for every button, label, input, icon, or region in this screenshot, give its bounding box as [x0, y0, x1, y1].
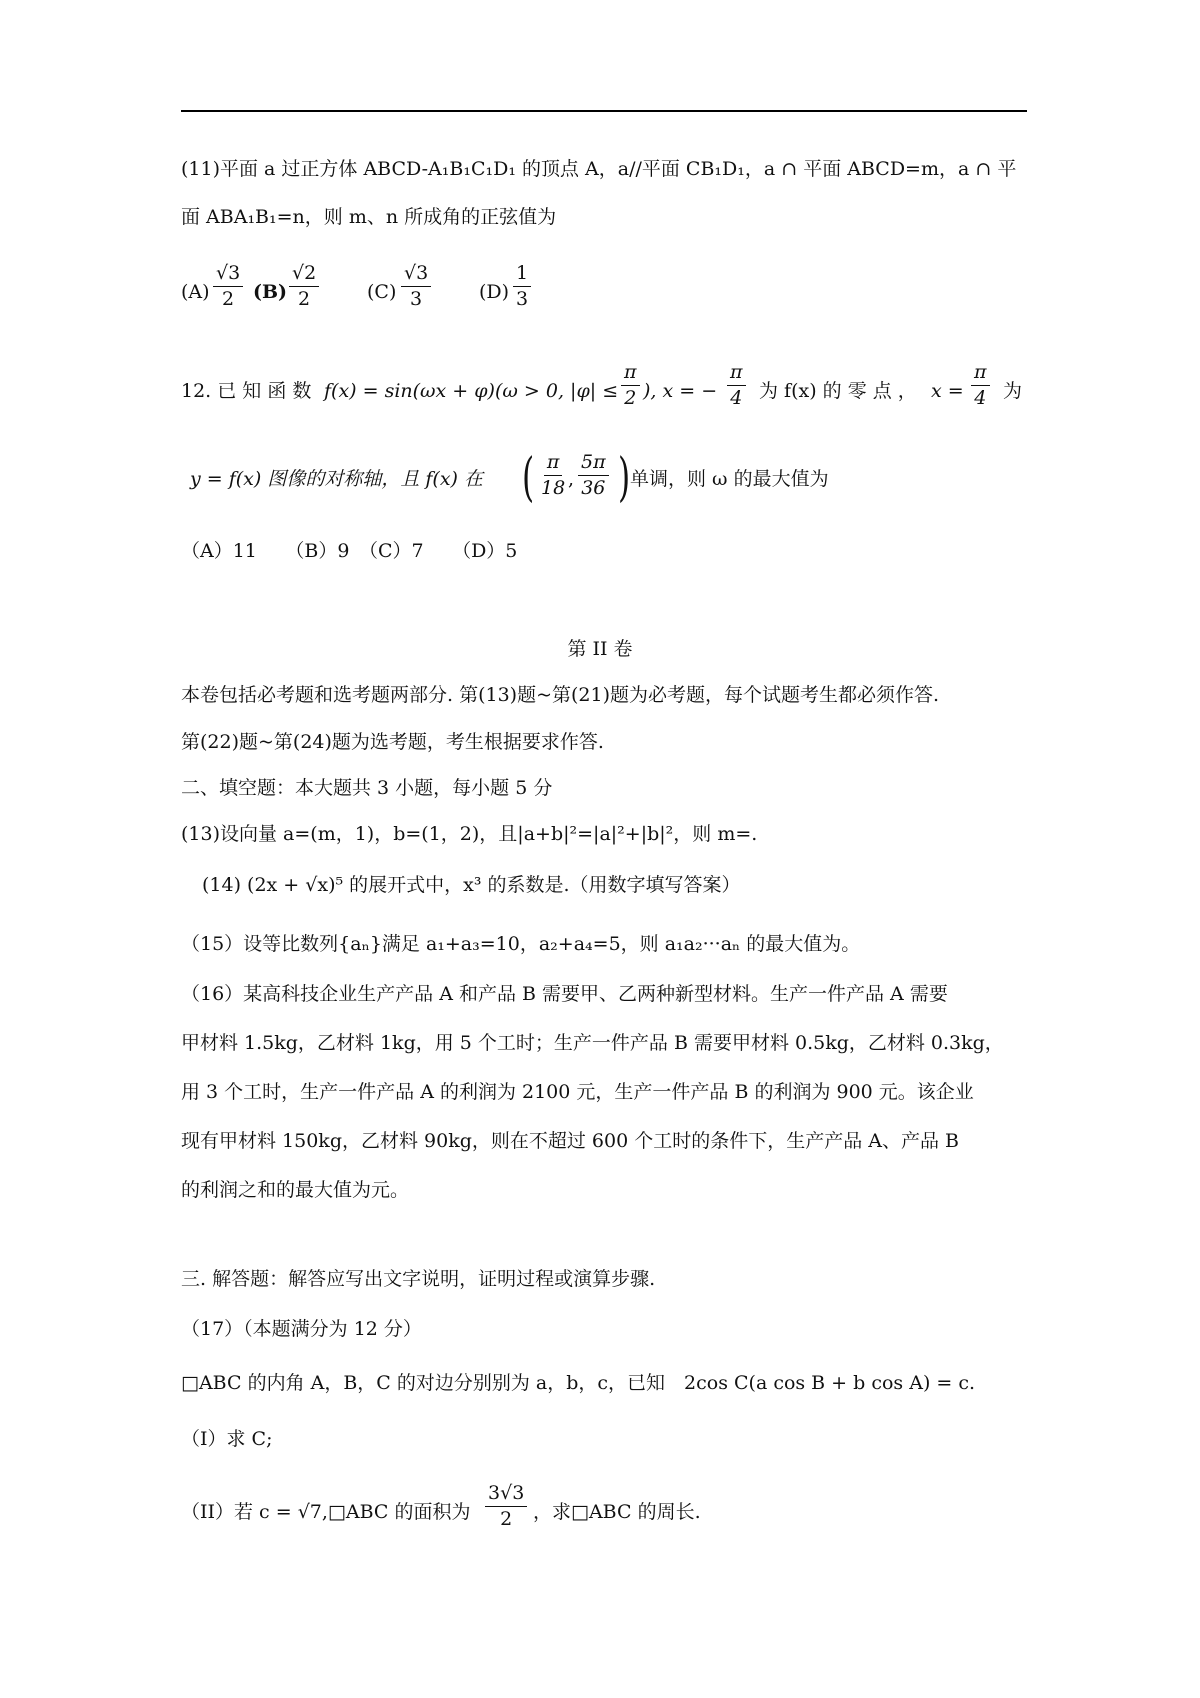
q11-option-b-label: (B) — [253, 281, 288, 303]
q14: (14) (2x + √x)⁵ 的展开式中，x³ 的系数是.（用数字填写答案） — [202, 874, 741, 896]
q11-option-b-frac — [289, 263, 319, 310]
q12-den-4-a: 4 — [730, 386, 743, 409]
q16-line1: （16）某高科技企业生产产品 A 和产品 B 需要甲、乙两种新型材料。生产一件产品 A 需要 — [181, 983, 948, 1005]
q12-wei: 为 — [1003, 380, 1023, 402]
q11-option-d-frac — [513, 263, 531, 310]
section2-intro1: 本卷包括必考题和选考题两部分. 第(13)题~第(21)题为必考题，每个试题考生都必须作答. — [181, 684, 940, 706]
q17-area-den: 2 — [500, 1507, 513, 1530]
section3-header: 三. 解答题：解答应写出文字说明，证明过程或演算步骤. — [181, 1268, 656, 1290]
q12-interval-comma: , — [568, 468, 575, 490]
q17-part-ii-b: ，求□ABC 的周长. — [533, 1501, 701, 1523]
q11-option-d-num: 1 — [513, 263, 531, 287]
left-paren-icon: ( — [522, 448, 535, 508]
q12-line2 — [190, 448, 890, 512]
q12-pi-num-a: π — [621, 362, 640, 386]
q11-option-c-label: (C) — [367, 281, 397, 303]
q12-interval-num2: 5π — [578, 452, 609, 476]
q17-stem: □ABC 的内角 A，B，C 的对边分别别为 a，b，c，已知 2cos C(a cos B + b cos A) = c. — [181, 1372, 976, 1394]
q17-area-num: 3√3 — [485, 1483, 527, 1507]
q12-func: f(x) = sin(ωx + φ)(ω > 0, |φ| ≤ — [324, 380, 619, 402]
q17-title: （17）（本题满分为 12 分） — [181, 1318, 422, 1340]
q13: (13)设向量 a=(m，1)，b=(1，2)，且|a+b|²=|a|²+|b|²，则 m=. — [181, 823, 758, 845]
q12-den-2: 2 — [624, 386, 637, 409]
q12-interval-den2: 36 — [581, 476, 606, 499]
q11-option-b-num: √2 — [289, 263, 319, 287]
q12-interval-num1: π — [544, 452, 563, 476]
q12-den-4-b: 4 — [974, 386, 987, 409]
q11-option-a-num: √3 — [213, 263, 243, 287]
q17-area-frac — [485, 1483, 527, 1530]
q11-option-b-den: 2 — [298, 287, 311, 310]
q11-line1: (11)平面 a 过正方体 ABCD-A₁B₁C₁D₁ 的顶点 A，a//平面 CB₁D₁，a ∩ 平面 ABCD=m，a ∩ 平 — [181, 158, 1017, 180]
section2-title: 第 II 卷 — [567, 638, 633, 660]
q12-interval-den1: 18 — [541, 476, 566, 499]
q12-x-eq-neg: ), x = − — [643, 380, 718, 402]
q16-line4: 现有甲材料 150kg，乙材料 90kg，则在不超过 600 个工时的条件下，生产产品 A、产品 B — [181, 1130, 959, 1152]
q12-pi-over-4-a — [727, 362, 746, 409]
q17-part-ii — [181, 1483, 881, 1543]
q11-option-d-label: (D) — [479, 281, 510, 303]
q12-lead: 12. 已 知 函 数 — [181, 380, 312, 402]
q11-line2: 面 ABA₁B₁=n，则 m、n 所成角的正弦值为 — [181, 206, 557, 228]
header-rule — [181, 110, 1027, 112]
q12-pi-over-4-b — [971, 362, 990, 409]
q17-part-ii-a: （II）若 c = √7,□ABC 的面积为 — [181, 1501, 471, 1523]
q12-pi-num-c: π — [971, 362, 990, 386]
q12-interval-frac2 — [578, 452, 609, 499]
q11-option-c-frac — [401, 263, 431, 310]
fill-header: 二、填空题：本大题共 3 小题，每小题 5 分 — [181, 777, 553, 799]
q12-pi-num-b: π — [727, 362, 746, 386]
q11-option-a-den: 2 — [222, 287, 235, 310]
q12-line2-b: 单调，则 ω 的最大值为 — [630, 468, 829, 490]
q11-option-c-num: √3 — [401, 263, 431, 287]
q11-option-a-frac — [213, 263, 243, 310]
q12-line1 — [181, 362, 1027, 422]
q12-pi-over-2 — [621, 362, 640, 409]
q11-option-c-den: 3 — [410, 287, 423, 310]
right-paren-icon: ) — [618, 448, 631, 508]
q15: （15）设等比数列{aₙ}满足 a₁+a₃=10，a₂+a₄=5，则 a₁a₂···aₙ 的最大值为。 — [181, 933, 861, 955]
q11-option-a-label: (A) — [181, 281, 210, 303]
q12-is-zero: 为 f(x) 的 零 点 ， — [759, 380, 917, 402]
q17-part-i: （I）求 C; — [181, 1428, 273, 1450]
q16-line3: 用 3 个工时，生产一件产品 A 的利润为 2100 元，生产一件产品 B 的利润为 900 元。该企业 — [181, 1081, 974, 1103]
q11-option-d-den: 3 — [516, 287, 529, 310]
q16-line5: 的利润之和的最大值为元。 — [181, 1179, 410, 1201]
q12-options: （A）11 （B）9 （C）7 （D）5 — [181, 540, 518, 562]
section2-intro2: 第(22)题~第(24)题为选考题，考生根据要求作答. — [181, 731, 604, 753]
q12-line2-a: y = f(x) 图像的对称轴，且 f(x) 在 — [190, 468, 483, 490]
q12-interval-frac1 — [538, 452, 568, 499]
q12-x-eq: x = — [931, 380, 964, 402]
q16-line2: 甲材料 1.5kg，乙材料 1kg，用 5 个工时；生产一件产品 B 需要甲材料 0.5kg，乙材料 0.3kg， — [181, 1032, 1004, 1054]
